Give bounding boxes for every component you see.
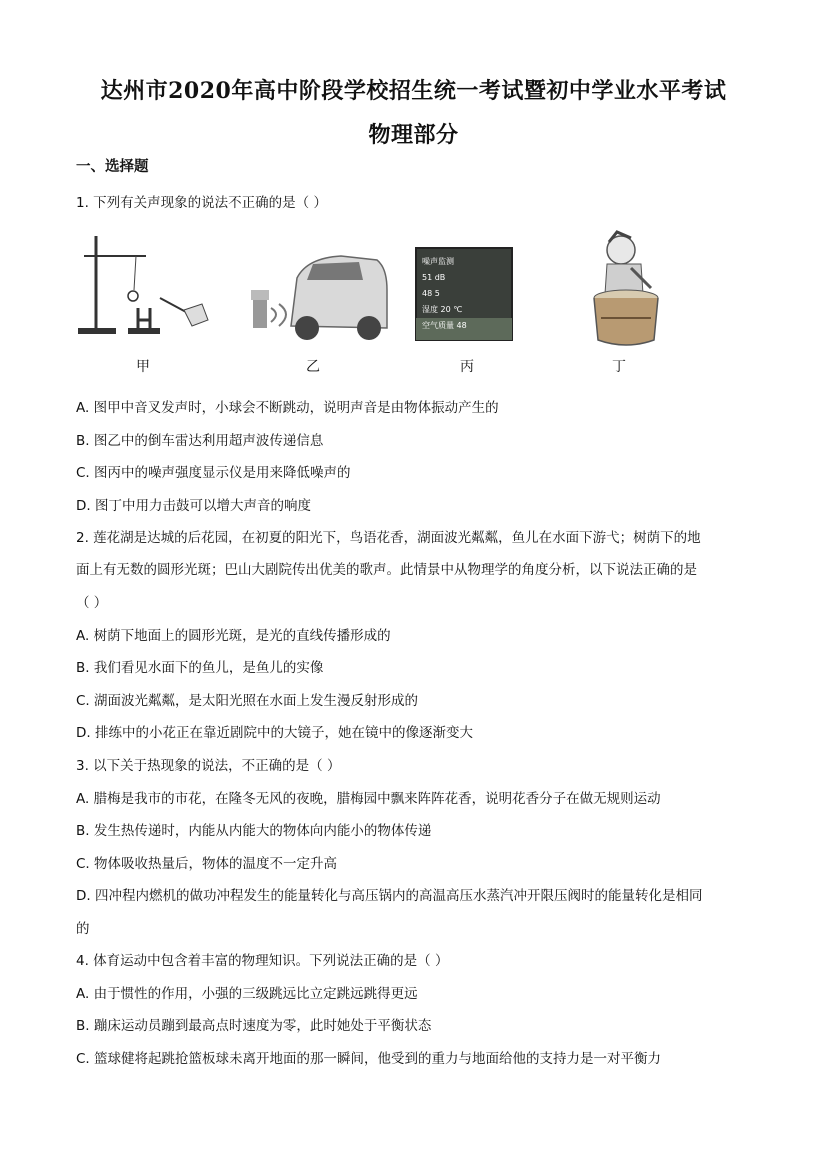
- question-3-option-b: B. 发生热传递时，内能从内能大的物体向内能小的物体传递: [76, 823, 432, 839]
- question-2-stem-line-2: 面上有无数的圆形光斑；巴山大剧院传出优美的歌声。此情景中从物理学的角度分析，以下说法正确的是: [76, 562, 697, 578]
- figure-tuning-fork: [76, 228, 216, 353]
- question-1-option-a: A. 图甲中音叉发声时，小球会不断跳动，说明声音是由物体振动产生的: [76, 400, 499, 416]
- question-3-option-c: C. 物体吸收热量后，物体的温度不一定升高: [76, 856, 338, 872]
- display-line-4: 湿度 20 ℃: [422, 305, 463, 314]
- exam-subtitle: 物理部分: [368, 122, 459, 148]
- question-1-option-b: B. 图乙中的倒车雷达利用超声波传递信息: [76, 433, 324, 449]
- question-3-option-a: A. 腊梅是我市的市花，在隆冬无风的夜晚，腊梅园中飘来阵阵花香，说明花香分子在做无规则运动: [76, 791, 661, 807]
- question-1-option-c: C. 图丙中的噪声强度显示仪是用来降低噪声的: [76, 465, 351, 481]
- display-line-3: 48 5: [422, 289, 440, 298]
- caption-yi: 乙: [306, 359, 320, 375]
- question-4-stem: 4. 体育运动中包含着丰富的物理知识。下列说法正确的是（ ）: [76, 953, 449, 969]
- figure-car-radar: [241, 228, 391, 353]
- exam-title: 达州市2020年高中阶段学校招生统一考试暨初中学业水平考试: [100, 78, 727, 104]
- question-2-option-d: D. 排练中的小花正在靠近剧院中的大镜子，她在镜中的像逐渐变大: [76, 725, 473, 741]
- question-1-stem: 1. 下列有关声现象的说法不正确的是（ ）: [76, 195, 327, 211]
- question-3-option-d: D. 四冲程内燃机的做功冲程发生的能量转化与高压锅内的高温高压水蒸汽冲开限压阀时的能量转化是相同: [76, 888, 703, 904]
- question-3-stem: 3. 以下关于热现象的说法，不正确的是（ ）: [76, 758, 341, 774]
- question-2-stem-line-1: 2. 莲花湖是达城的后花园，在初夏的阳光下，鸟语花香，湖面波光粼粼，鱼儿在水面下游弋；树荫下的地: [76, 530, 701, 546]
- question-2-stem-line-3: （ ）: [76, 595, 108, 611]
- question-4-option-b: B. 蹦床运动员蹦到最高点时速度为零，此时她处于平衡状态: [76, 1018, 432, 1034]
- caption-bing: 丙: [460, 359, 474, 375]
- caption-ding: 丁: [612, 359, 626, 375]
- question-4-option-c: C. 篮球健将起跳抢篮板球未离开地面的那一瞬间，他受到的重力与地面给他的支持力是一对平衡力: [76, 1051, 662, 1067]
- figure-noise-display: [414, 228, 514, 353]
- question-2-option-c: C. 湖面波光粼粼，是太阳光照在水面上发生漫反射形成的: [76, 693, 419, 709]
- display-line-1: 噪声监测: [422, 257, 454, 266]
- question-2-option-b: B. 我们看见水面下的鱼儿，是鱼儿的实像: [76, 660, 324, 676]
- question-1-option-d: D. 图丁中用力击鼓可以增大声音的响度: [76, 498, 311, 514]
- section-heading-choice: 一、选择题: [76, 159, 149, 175]
- caption-jia: 甲: [136, 359, 150, 375]
- question-4-option-a: A. 由于惯性的作用，小强的三级跳远比立定跳远跳得更远: [76, 986, 418, 1002]
- question-1-figures: [76, 228, 696, 378]
- display-line-2: 51 dB: [422, 273, 446, 282]
- display-line-5: 空气质量 48: [422, 321, 467, 330]
- question-2-option-a: A. 树荫下地面上的圆形光斑，是光的直线传播形成的: [76, 628, 391, 644]
- figure-drum: [571, 228, 681, 353]
- question-3-option-d-cont: 的: [76, 921, 90, 937]
